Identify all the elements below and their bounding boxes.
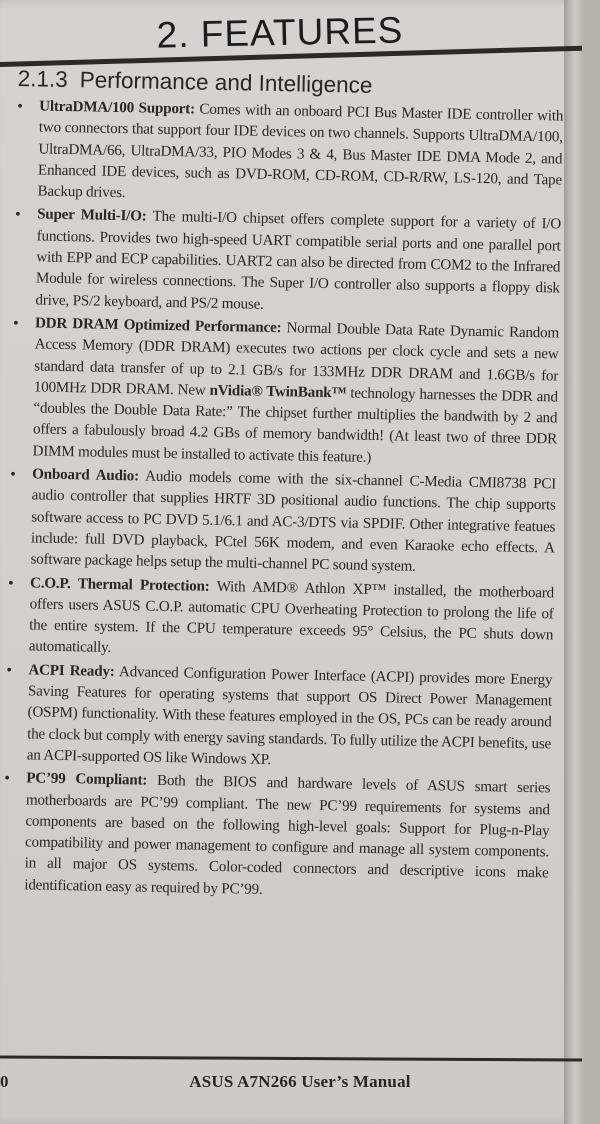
footer-divider: [0, 1055, 582, 1061]
feature-item-ddr-dram: [8, 313, 559, 473]
feature-text: Comes with an onboard PCI Bus Master IDE controller with two connectors that support four IDE devices on two channels. Supports UltraDMA/100, UltraDMA/66, UltraDMA/33, PIO Modes 3 & 4, Bus Master IDE DMA Mode 2, and Enhanced IDE devices, such as DVD-ROM, CD-ROM, CD-R/RW, LS-120, and Tape Backup drives.: [37, 101, 564, 202]
feature-term: PC’99 Compliant:: [26, 770, 148, 789]
feature-term: DDR DRAM Optimized Performance:: [34, 315, 282, 337]
feature-item-ultradma: [13, 96, 563, 213]
feature-text: Both the BIOS and hardware levels of ASUS smart series motherboards are PC’99 compliant. The new PC’99 requirements for systems and components are based on the following high-level goals: Support for Plug-n-Play compatibility and power management to configure and manage all system components. in all major OS systems. Color-coded connectors and descriptive icons make identification easy as required by PC’99.: [24, 773, 551, 898]
feature-item-onboard-audio: [6, 464, 556, 581]
feature-text: With AMD® Athlon XP™ installed, the motherboard offers users ASUS C.O.P. automatic CPU Overheating Protection to prolong the life of the entire system. If the CPU temperature exceeds 95° Celsius, the PC shuts down automatically.: [28, 578, 555, 657]
feature-item-acpi: [3, 660, 553, 777]
chapter-title: 2. FEATURES: [156, 9, 404, 56]
section-number: 2.1.3: [17, 66, 69, 92]
feature-text: Audio models come with the six-channel C-Media CMI8738 PCI audio controller that supplies HRTF 3D positional audio functions. The chip supports software access to PC DVD 5.1/6.1 and AC-3/DTS via SPDIF. Other integrative featues include: full DVD playback, PCtel 56K modem, and even Karaoke echo effects. A software package helps setup the multi-channel PC sound system.: [30, 468, 557, 575]
feature-text: Advanced Configuration Power Interface (ACPI) provides more Energy Saving Features for operating systems that support OS Direct Power Management (OSPM) functionality. With these features employed in the OS, PCs can be ready around the clock but comply with energy saving standards. To fully utilize the ACPI benefits, use an ACPI-supported OS like Windows XP.: [26, 663, 553, 768]
section-content: [0, 66, 564, 908]
feature-term: Onboard Audio:: [32, 466, 140, 485]
feature-text: The multi-I/O chipset offers complete support for a variety of I/O functions. Provides two high-speed UART compatible serial ports and one parallel port with EPP and ECP capabilities. UART2 can also be directed from COM2 to the Infrared Module for wireless connections. The Super I/O controller also supports a floppy disk drive, PS/2 keyboard, and PS/2 mouse.: [35, 209, 562, 313]
feature-term: UltraDMA/100 Support:: [39, 98, 196, 118]
manual-title: ASUS A7N266 User’s Manual: [189, 1072, 411, 1091]
feature-list: [0, 96, 563, 906]
section-title: Performance and Intelligence: [79, 67, 373, 98]
feature-brand: nVidia® TwinBank™: [209, 382, 347, 402]
feature-item-cop-thermal: [5, 572, 555, 668]
feature-text-cont: technology harnesses the DDR and “doubles the Double Data Rate:” The chipset further multiplies the bandwith by 2 and offers a fabulously broad 4.2 GBs of memory bandwidth! (At least two of three DDR DIMM modules must be installed to activate this feature.): [32, 385, 558, 466]
page-number: 0: [0, 1072, 9, 1091]
page-edge: [564, 0, 582, 1124]
feature-term: Super Multi-I/O:: [36, 206, 147, 226]
feature-text: Normal Double Data Rate Dynamic Random Access Memory (DDR DRAM) executes two actions per clock cycle and sets a new standard data transfer of up to 2.1 GB/s for 133MHz DDR DRAM and 1.6GB/s for 100MHz DDR DRAM. New: [33, 320, 560, 399]
feature-term: C.O.P. Thermal Protection:: [29, 574, 210, 595]
feature-item-pc99: [0, 768, 550, 906]
feature-item-super-multi-io: [11, 204, 561, 321]
feature-term: ACPI Ready:: [28, 662, 115, 680]
